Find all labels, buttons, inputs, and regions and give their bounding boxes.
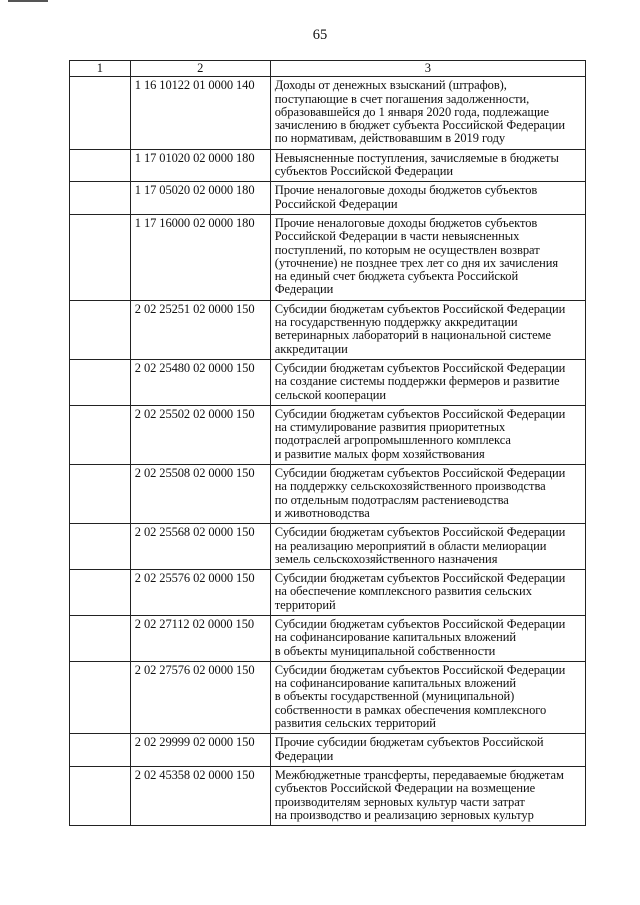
budget-code-cell: 2 02 25576 02 0000 150	[130, 570, 270, 616]
description-line: и развитие малых форм хозяйствования	[274, 446, 485, 461]
description-line: по отдельным подотраслям растениеводства	[274, 492, 509, 507]
row-col1-cell	[70, 615, 131, 661]
description-cell	[270, 615, 585, 661]
row-col1-cell	[70, 405, 131, 464]
row-col1-cell	[70, 77, 131, 149]
description-line: собственности в рамках обеспечения комплексного	[274, 702, 547, 717]
header-col-1: 1	[70, 61, 131, 77]
description-line: Субсидии бюджетам субъектов Российской Федерации	[274, 360, 566, 375]
table-row	[70, 615, 586, 661]
description-line: ветеринарных лабораторий в национальной системе	[274, 328, 552, 343]
description-line: на создание системы поддержки фермеров и развитие	[274, 374, 560, 389]
description-line: Федерации	[274, 748, 334, 763]
budget-code-cell: 1 17 01020 02 0000 180	[130, 149, 270, 182]
description-cell	[270, 734, 585, 767]
row-col1-cell	[70, 149, 131, 182]
description-line: Субсидии бюджетам субъектов Российской Федерации	[274, 571, 566, 586]
description-line: на софинансирование капитальных вложений	[274, 676, 517, 691]
description-line: Субсидии бюджетам субъектов Российской Федерации	[274, 525, 566, 540]
table-row	[70, 524, 586, 570]
description-line: на обеспечение комплексного развития сельских	[274, 584, 532, 599]
description-line: в объекты муниципальной собственности	[274, 643, 496, 658]
budget-code-cell: 2 02 27112 02 0000 150	[130, 615, 270, 661]
description-cell	[270, 149, 585, 182]
budget-code-cell: 1 16 10122 01 0000 140	[130, 77, 270, 149]
description-line: на реализацию мероприятий в области мелиорации	[274, 538, 547, 553]
budget-code-cell: 2 02 27576 02 0000 150	[130, 661, 270, 733]
description-line: земель сельскохозяйственного назначения	[274, 551, 498, 566]
table-row	[70, 77, 586, 149]
table-row	[70, 300, 586, 359]
description-line: сельской кооперации	[274, 387, 387, 402]
description-line: поступающие в счет погашения задолженности,	[274, 91, 530, 106]
description-line: субъектов Российской Федерации на возмещение	[274, 781, 536, 796]
budget-code-cell: 2 02 25508 02 0000 150	[130, 465, 270, 524]
description-line: Субсидии бюджетам субъектов Российской Федерации	[274, 466, 566, 481]
table-header-row	[70, 61, 586, 77]
row-col1-cell	[70, 182, 131, 215]
budget-classification-table	[69, 60, 586, 826]
description-cell	[270, 300, 585, 359]
description-line: в объекты государственной (муниципальной)	[274, 689, 515, 704]
description-cell	[270, 524, 585, 570]
description-line: по нормативам, действовавшим в 2019 году	[274, 131, 506, 146]
budget-code-cell: 2 02 25568 02 0000 150	[130, 524, 270, 570]
table-row	[70, 661, 586, 733]
row-col1-cell	[70, 766, 131, 825]
description-line: Субсидии бюджетам субъектов Российской Федерации	[274, 662, 566, 677]
row-col1-cell	[70, 465, 131, 524]
budget-code-cell: 2 02 25480 02 0000 150	[130, 359, 270, 405]
description-line: Прочие субсидии бюджетам субъектов Российской	[274, 735, 544, 750]
description-line: на единый счет бюджета субъекта Российской	[274, 269, 519, 284]
table-row	[70, 734, 586, 767]
description-line: Прочие неналоговые доходы бюджетов субъектов	[274, 215, 538, 230]
description-cell	[270, 182, 585, 215]
description-cell	[270, 465, 585, 524]
description-line: на софинансирование капитальных вложений	[274, 630, 517, 645]
header-col-2: 2	[130, 61, 270, 77]
description-line: субъектов Российской Федерации	[274, 164, 454, 179]
table-row	[70, 149, 586, 182]
table-row	[70, 359, 586, 405]
description-line: Федерации	[274, 282, 334, 297]
description-cell	[270, 359, 585, 405]
description-cell	[270, 405, 585, 464]
description-line: Субсидии бюджетам субъектов Российской Федерации	[274, 301, 566, 316]
row-col1-cell	[70, 359, 131, 405]
description-line: Субсидии бюджетам субъектов Российской Федерации	[274, 406, 566, 421]
description-cell	[270, 766, 585, 825]
table-body	[70, 77, 586, 826]
table-row	[70, 405, 586, 464]
table-row	[70, 570, 586, 616]
table-row	[70, 182, 586, 215]
table-row	[70, 465, 586, 524]
description-line: Российской Федерации	[274, 196, 398, 211]
row-col1-cell	[70, 214, 131, 300]
description-line: на стимулирование развития приоритетных	[274, 420, 506, 435]
description-cell	[270, 77, 585, 149]
description-cell	[270, 661, 585, 733]
description-line: на государственную поддержку аккредитации	[274, 315, 518, 330]
description-cell	[270, 570, 585, 616]
row-col1-cell	[70, 300, 131, 359]
budget-code-cell: 2 02 29999 02 0000 150	[130, 734, 270, 767]
description-line: на поддержку сельскохозяйственного производства	[274, 479, 546, 494]
budget-code-cell: 2 02 45358 02 0000 150	[130, 766, 270, 825]
row-col1-cell	[70, 570, 131, 616]
row-col1-cell	[70, 524, 131, 570]
description-cell	[270, 214, 585, 300]
budget-code-cell: 1 17 16000 02 0000 180	[130, 214, 270, 300]
description-line: Российской Федерации в части невыясненных	[274, 229, 520, 244]
description-line: Межбюджетные трансферты, передаваемые бюджетам	[274, 767, 564, 782]
description-line: территорий	[274, 597, 336, 612]
header-col-3: 3	[270, 61, 585, 77]
description-line: зачислению в бюджет субъекта Российской Федерации	[274, 118, 565, 133]
description-line: Субсидии бюджетам субъектов Российской Федерации	[274, 616, 566, 631]
description-line: Прочие неналоговые доходы бюджетов субъектов	[274, 183, 538, 198]
description-line: подотраслей агропромышленного комплекса	[274, 433, 511, 448]
table-row	[70, 214, 586, 300]
description-line: и животноводства	[274, 505, 370, 520]
description-line: поступлений, по которым не осуществлен возврат	[274, 242, 540, 257]
row-col1-cell	[70, 734, 131, 767]
budget-code-cell: 2 02 25251 02 0000 150	[130, 300, 270, 359]
scan-corner-mark	[8, 0, 48, 7]
row-col1-cell	[70, 661, 131, 733]
description-line: (уточнение) не позднее трех лет со дня их зачисления	[274, 255, 559, 270]
description-line: развития сельских территорий	[274, 716, 436, 731]
description-line: производителям зерновых культур части затрат	[274, 794, 525, 809]
table-row	[70, 766, 586, 825]
page-number: 65	[312, 27, 328, 43]
description-line: Доходы от денежных взысканий (штрафов),	[274, 78, 507, 93]
description-line: Невыясненные поступления, зачисляемые в бюджеты	[274, 150, 559, 165]
description-line: аккредитации	[274, 341, 348, 356]
description-line: на производство и реализацию зерновых культур	[274, 807, 534, 822]
budget-code-cell: 2 02 25502 02 0000 150	[130, 405, 270, 464]
description-line: образовавшейся до 1 января 2020 года, подлежащие	[274, 104, 550, 119]
budget-code-cell: 1 17 05020 02 0000 180	[130, 182, 270, 215]
